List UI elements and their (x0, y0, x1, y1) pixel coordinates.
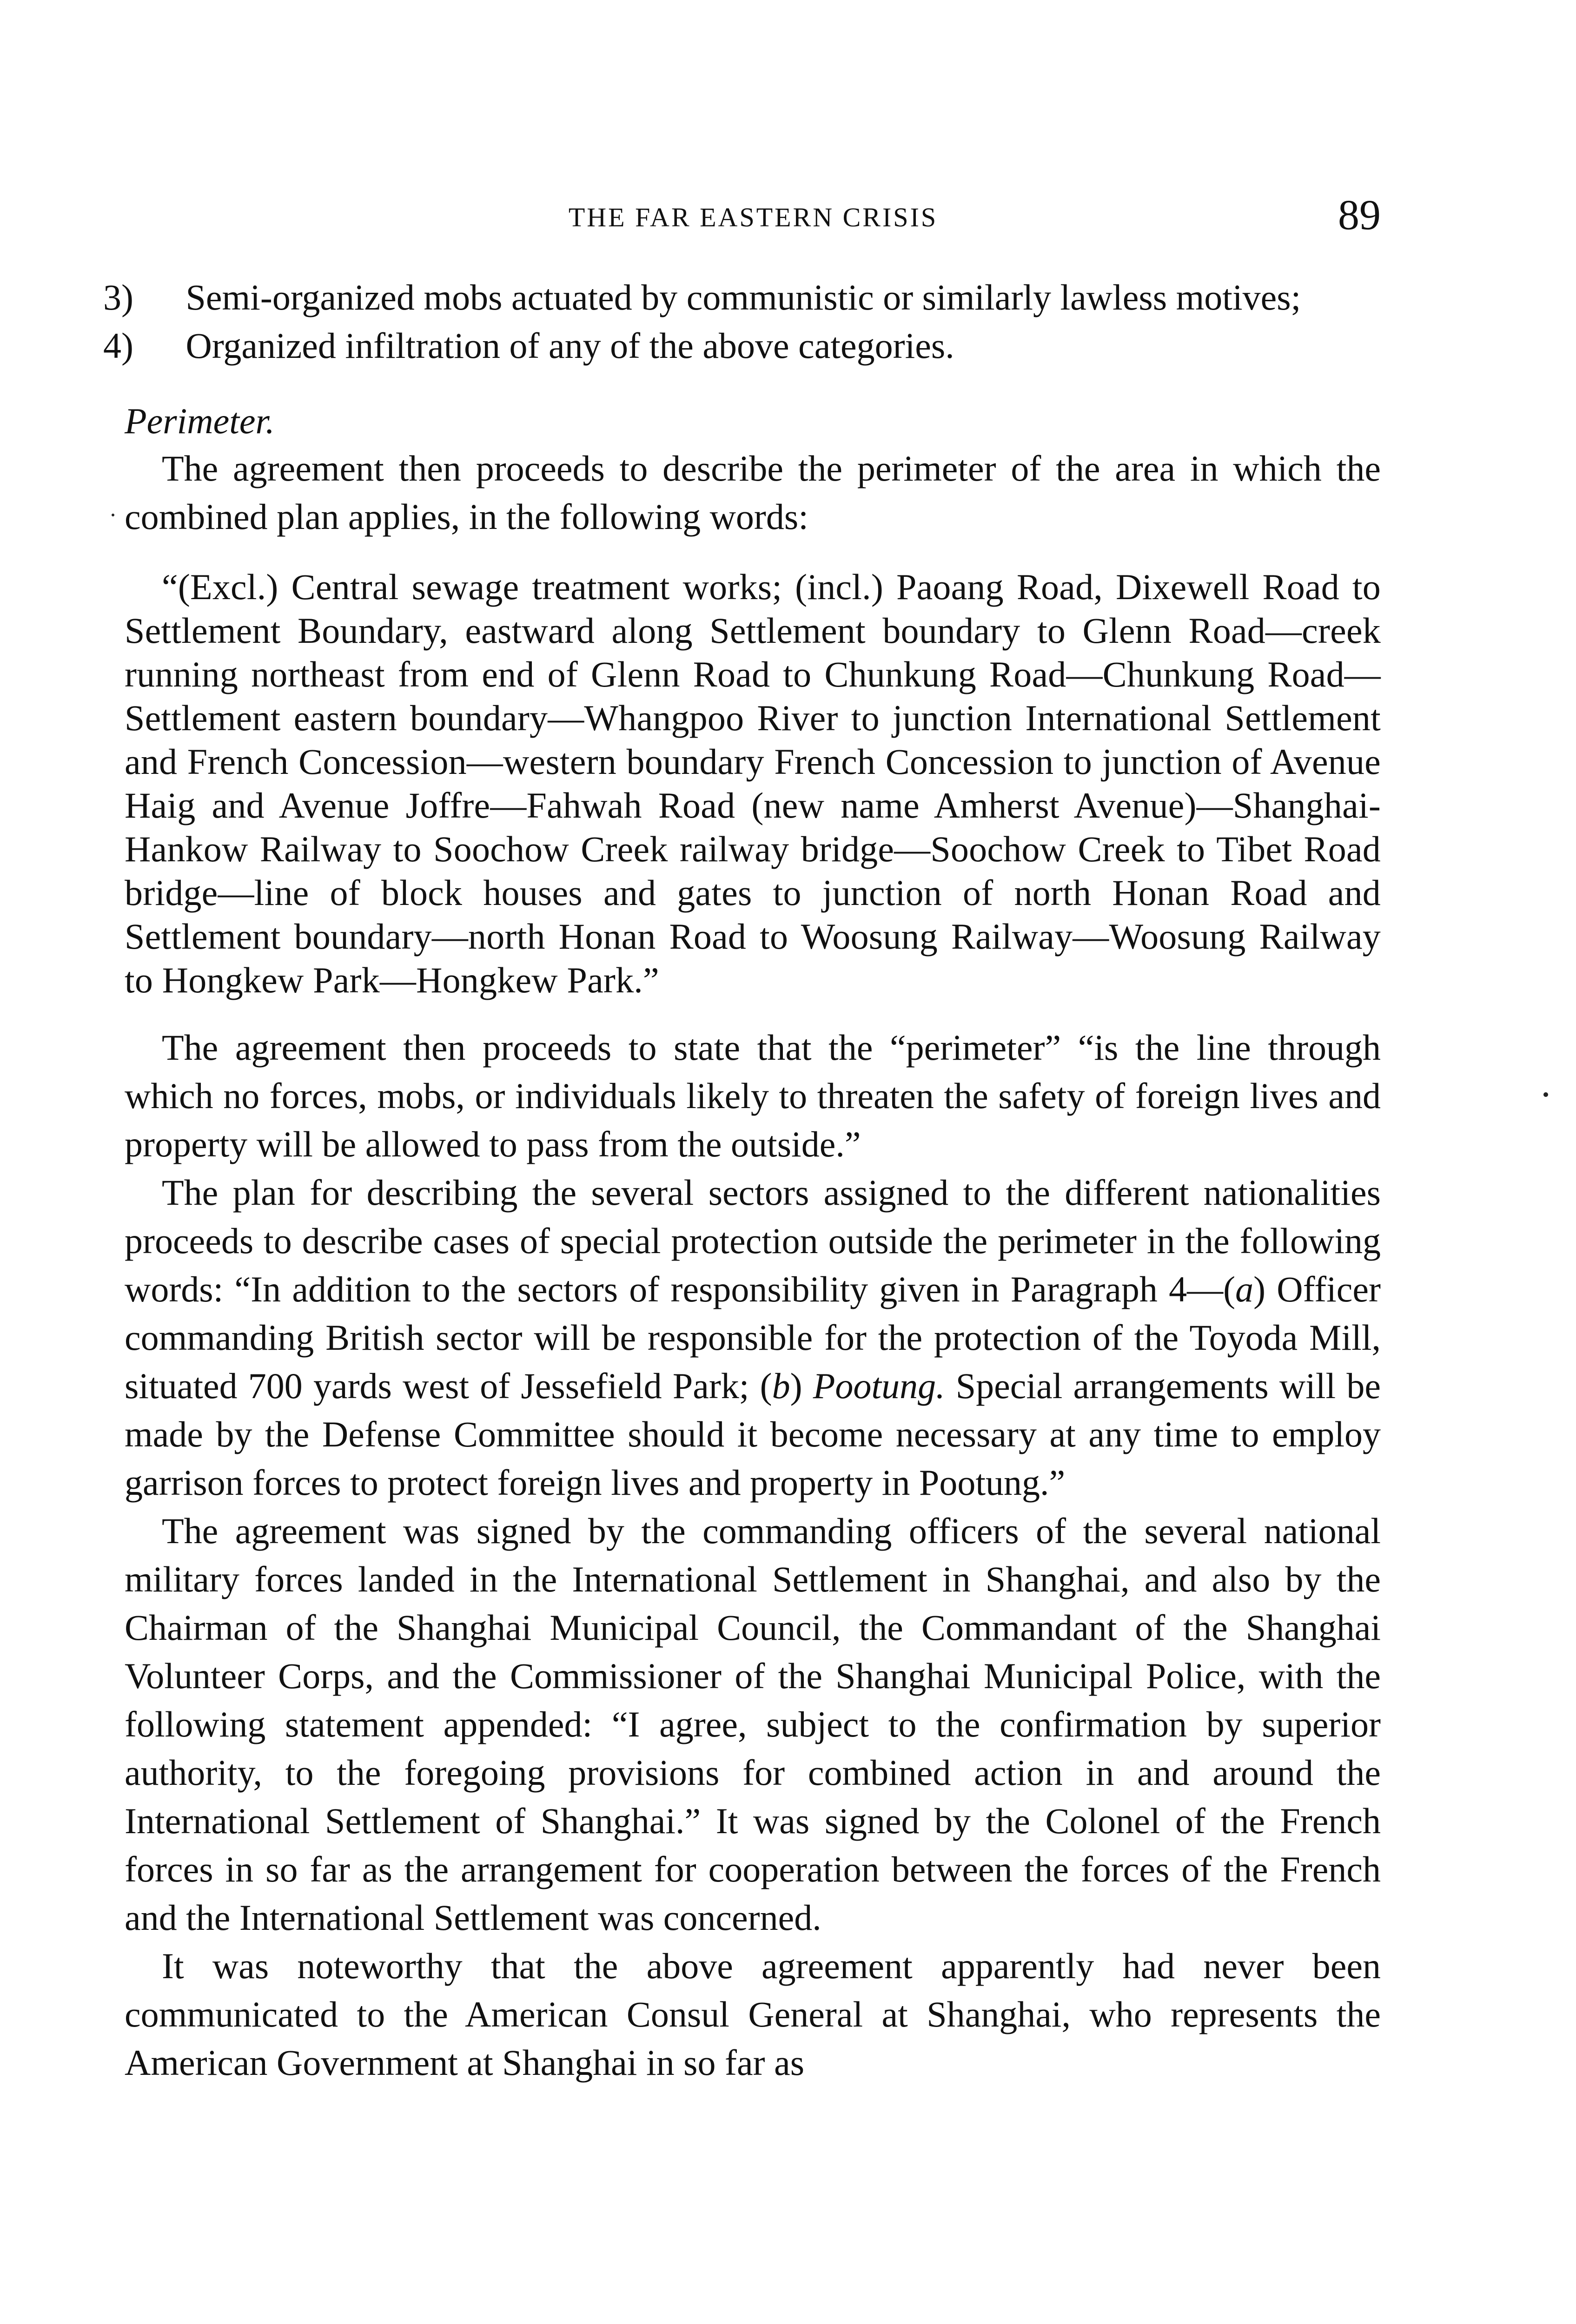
running-title: THE FAR EASTERN CRISIS (568, 202, 938, 232)
text-run: ) Officer commanding British sector will be responsible for the protection of the Toyoda Mill, situated 700 yards west of Jessefield Park; ( (125, 1269, 1381, 1406)
list-item-text: Organized infiltration of any of the above categories. (185, 325, 954, 366)
text-run-italic: b (772, 1366, 790, 1406)
paragraph-special-protection (125, 1169, 1381, 1507)
paragraph-perimeter-intro: The agreement then proceeds to describe the perimeter of the area in which the combined plan applies, in the following words: (125, 448, 1381, 537)
text-run-italic: a (1235, 1269, 1254, 1309)
text-run: Special arrangements will be made by the Defense Committee should it become necessary at any time to employ garrison forces to protect foreign lives and property in Pootung.” (125, 1366, 1381, 1503)
paragraph-signatories: The agreement was signed by the commanding officers of the several national military forces landed in the International Settlement in Shanghai, and also by the Chairman of the Shanghai Municipal Council, the Commandant of the Shanghai Volunteer Corps, and the Commissioner of the Shanghai Municipal Police, with the following statement appended: “I agree, subject to the confirmation by superior authority, to the foregoing provisions for combined action in and around the International Settlement of Shanghai.” It was signed by the Colonel of the French forces in so far as the arrangement for cooperation between the forces of the French and the International Settlement was concerned. (125, 1511, 1381, 1938)
print-speck (1543, 1092, 1548, 1097)
text-run-italic: Pootung. (813, 1366, 945, 1406)
body-text (103, 273, 1381, 2087)
print-speck (112, 514, 114, 516)
section-heading: Perimeter. (125, 401, 275, 441)
page-number: 89 (1338, 191, 1381, 238)
list-item-3: 3) Semi-organized mobs actuated by communistic or similarly lawless motives; (103, 277, 1301, 317)
running-header (126, 191, 1381, 242)
perimeter-quote: “(Excl.) Central sewage treatment works; (incl.) Paoang Road, Dixewell Road to Settlement Boundary, eastward along Settlement boundary to Glenn Road—creek running northeast from end of Glenn Road to Chunkung Road—Chunkung Road—Settlement eastern boundary—Whangpoo River to junction International Settlement and French Concession—western boundary French Concession to junction of Avenue Haig and Avenue Joffre—Fahwah Road (new name Amherst Avenue)—Shanghai-Hankow Railway to Soochow Creek railway bridge—Soochow Creek to Tibet Road bridge—line of block houses and gates to junction of north Honan Road and Settlement boundary—north Honan Road to Woosung Railway—Woosung Railway to Hongkew Park—Hongkew Park.” (125, 567, 1381, 1000)
list-item-text: Semi-organized mobs actuated by communistic or similarly lawless motives; (185, 277, 1301, 317)
text-run: ) (790, 1366, 813, 1406)
paragraph-american-consul: It was noteworthy that the above agreement apparently had never been communicated to the American Consul General at Shanghai, who represents the American Government at Shanghai in so far as (125, 1946, 1381, 2083)
paragraph-perimeter-definition: The agreement then proceeds to state that the “perimeter” “is the line through which no forces, mobs, or individuals likely to threaten the safety of foreign lives and property will be allowed to pass from the outside.” (125, 1027, 1381, 1164)
text-run: The plan for describing the several sectors assigned to the different nationalities proceeds to describe cases of special protection outside the perimeter in the following words: “In addition to the sectors of responsibility given in Paragraph 4—( (125, 1172, 1381, 1309)
list-item-4: 4) Organized infiltration of any of the above categories. (103, 325, 954, 366)
